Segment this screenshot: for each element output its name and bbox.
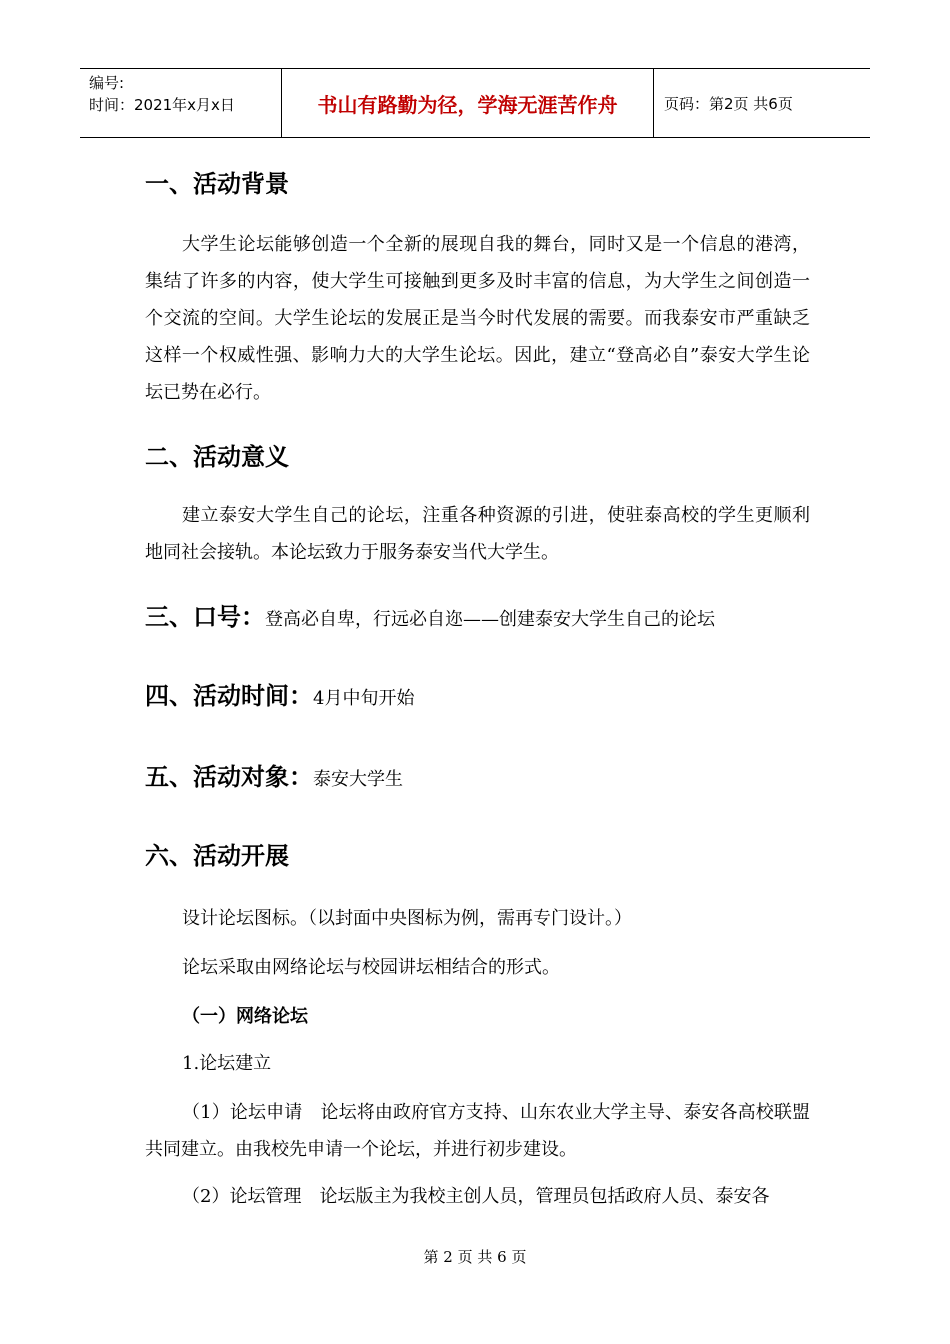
section-6-line-1: 设计论坛图标。（以封面中央图标为例，需再专门设计。） bbox=[182, 908, 632, 929]
section-4-title bbox=[145, 678, 810, 717]
time-label: 时间：2021年x月x日 bbox=[89, 96, 235, 114]
header-motto: 书山有路勤为径，学海无涯苦作舟 bbox=[282, 69, 654, 137]
section-5-title bbox=[145, 759, 810, 798]
page-header bbox=[80, 68, 870, 138]
slogan-text: 登高必自卑，行远必自迩——创建泰安大学生自己的论坛 bbox=[265, 609, 715, 630]
subsection-network-forum: （一）网络论坛 bbox=[182, 1006, 308, 1027]
time-text: 4月中旬开始 bbox=[313, 688, 415, 709]
section-2-paragraph: 建立泰安大学生自己的论坛，注重各种资源的引进，使驻泰高校的学生更顺利地同社会接轨。本论坛致力于服务泰安当代大学生。 bbox=[145, 505, 810, 563]
header-meta bbox=[80, 69, 282, 137]
section-6-line-2: 论坛采取由网络论坛与校园讲坛相结合的形式。 bbox=[182, 957, 560, 978]
header-page-info: 页码：第2页 共6页 bbox=[664, 94, 793, 113]
target-text: 泰安大学生 bbox=[313, 769, 403, 790]
section-6-title: 六、活动开展 bbox=[145, 842, 289, 870]
slogan-label: 三、口号： bbox=[145, 603, 265, 631]
section-3-title bbox=[145, 599, 810, 638]
item-forum-setup: 1.论坛建立 bbox=[182, 1053, 272, 1074]
number-label: 编号: bbox=[89, 74, 125, 92]
section-2-title: 二、活动意义 bbox=[145, 443, 289, 471]
document-body bbox=[145, 166, 810, 1215]
page-footer: 第 2 页 共 6 页 bbox=[423, 1248, 527, 1266]
target-heading: 五、活动对象： bbox=[145, 763, 313, 791]
section-1-paragraph: 大学生论坛能够创造一个全新的展现自我的舞台，同时又是一个信息的港湾，集结了许多的内容，使大学生可接触到更多及时丰富的信息，为大学生之间创造一个交流的空间。大学生论坛的发展正是当今时代发展的需要。而我泰安市严重缺乏这样一个权威性强、影响力大的大学生论坛。因此，建立“登高必自”泰安大学生论坛已势在必行。 bbox=[145, 234, 810, 403]
item-forum-application: （1）论坛申请 论坛将由政府官方支持、山东农业大学主导、泰安各高校联盟共同建立。由我校先申请一个论坛，并进行初步建设。 bbox=[145, 1102, 810, 1160]
time-heading: 四、活动时间： bbox=[145, 682, 313, 710]
section-1-title: 一、活动背景 bbox=[145, 170, 289, 198]
item-forum-management: （2）论坛管理 论坛版主为我校主创人员，管理员包括政府人员、泰安各 bbox=[182, 1186, 770, 1207]
